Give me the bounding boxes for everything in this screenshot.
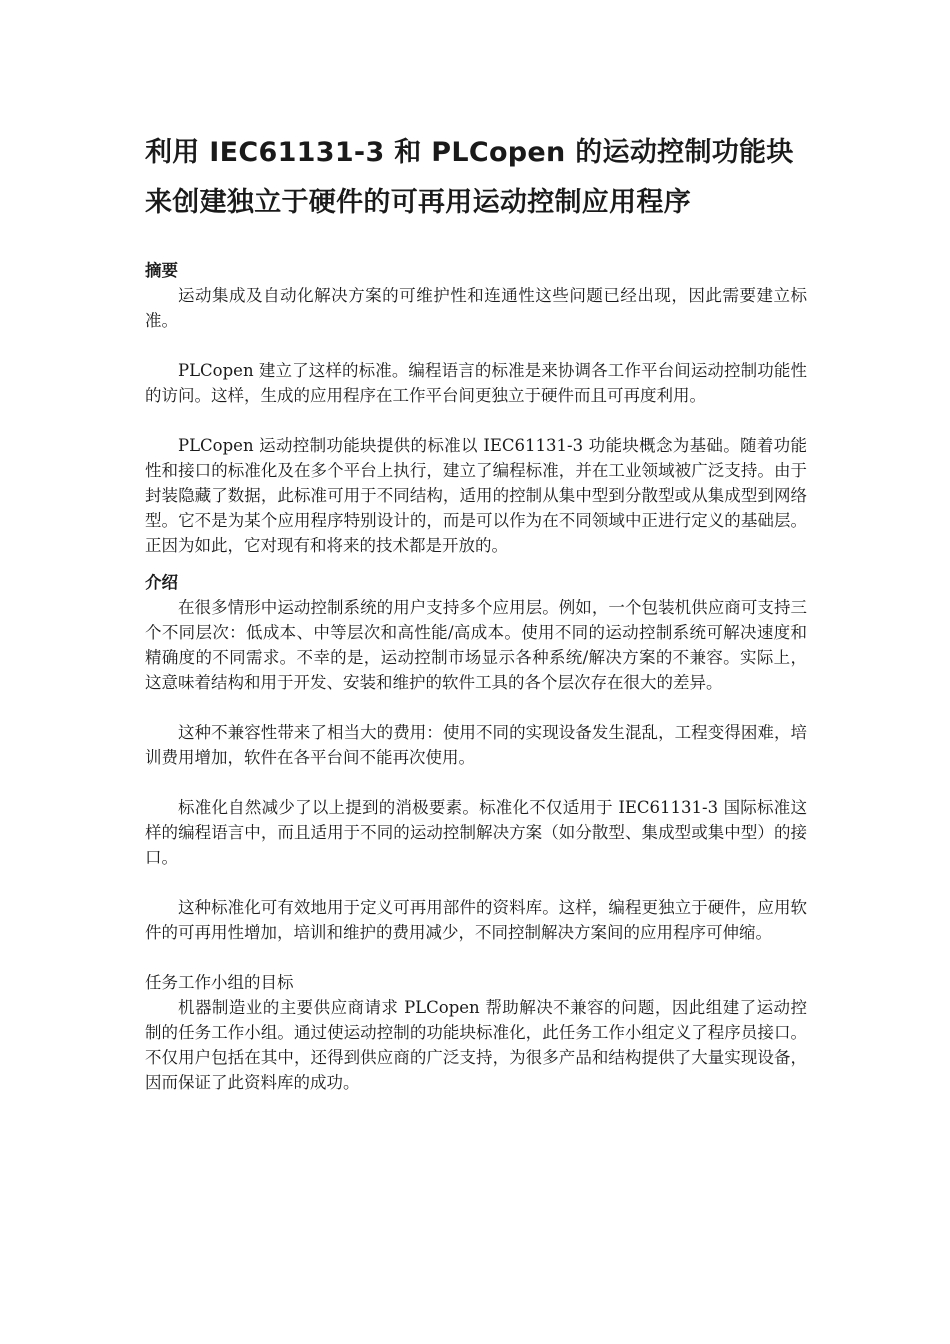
abstract-paragraph-1: 运动集成及自动化解决方案的可维护性和连通性这些问题已经出现，因此需要建立标准。 — [145, 286, 807, 330]
abstract-heading: 摘要 — [145, 261, 178, 280]
taskforce-paragraph-1: 机器制造业的主要供应商请求 PLCopen 帮助解决不兼容的问题，因此组建了运动控制的任务工作小组。通过使运动控制的功能块标准化，此任务工作小组定义了程序员接口。不仅用户包括在其中，还得到供应商的广泛支持，为很多产品和结构提供了大量实现设备，因而保证了此资料库的成功。 — [145, 998, 807, 1092]
introduction-paragraph-2: 这种不兼容性带来了相当大的费用：使用不同的实现设备发生混乱，工程变得困难，培训费用增加，软件在各平台间不能再次使用。 — [145, 723, 807, 767]
introduction-paragraph-4: 这种标准化可有效地用于定义可再用部件的资料库。这样，编程更独立于硬件，应用软件的可再用性增加，培训和维护的费用减少，不同控制解决方案间的应用程序可伸缩。 — [145, 898, 807, 942]
abstract-section — [145, 258, 807, 558]
introduction-heading: 介绍 — [145, 573, 178, 592]
abstract-paragraph-2: PLCopen 建立了这样的标准。编程语言的标准是来协调各工作平台间运动控制功能性的访问。这样，生成的应用程序在工作平台间更独立于硬件而且可再度利用。 — [145, 361, 807, 405]
introduction-section — [145, 570, 807, 945]
abstract-paragraph-3: PLCopen 运动控制功能块提供的标准以 IEC61131-3 功能块概念为基础。随着功能性和接口的标准化及在多个平台上执行，建立了编程标准，并在工业领域被广泛支持。由于封装隐藏了数据，此标准可用于不同结构，适用的控制从集中型到分散型或从集成型到网络型。它不是为某个应用程序特别设计的，而是可以作为在不同领域中正进行定义的基础层。正因为如此，它对现有和将来的技术都是开放的。 — [145, 436, 807, 555]
taskforce-section — [145, 970, 807, 1095]
introduction-paragraph-1: 在很多情形中运动控制系统的用户支持多个应用层。例如，一个包装机供应商可支持三个不同层次：低成本、中等层次和高性能/高成本。使用不同的运动控制系统可解决速度和精确度的不同需求。不幸的是，运动控制市场显示各种系统/解决方案的不兼容。实际上，这意味着结构和用于开发、安装和维护的软件工具的各个层次存在很大的差异。 — [145, 598, 807, 692]
document-title: 利用 IEC61131-3 和 PLCopen 的运动控制功能块来创建独立于硬件的可再用运动控制应用程序 — [145, 137, 794, 218]
document-page — [145, 128, 807, 1095]
taskforce-heading: 任务工作小组的目标 — [145, 973, 294, 992]
introduction-paragraph-3: 标准化自然减少了以上提到的消极要素。标准化不仅适用于 IEC61131-3 国际标准这样的编程语言中，而且适用于不同的运动控制解决方案（如分散型、集成型或集中型）的接口。 — [145, 798, 807, 867]
